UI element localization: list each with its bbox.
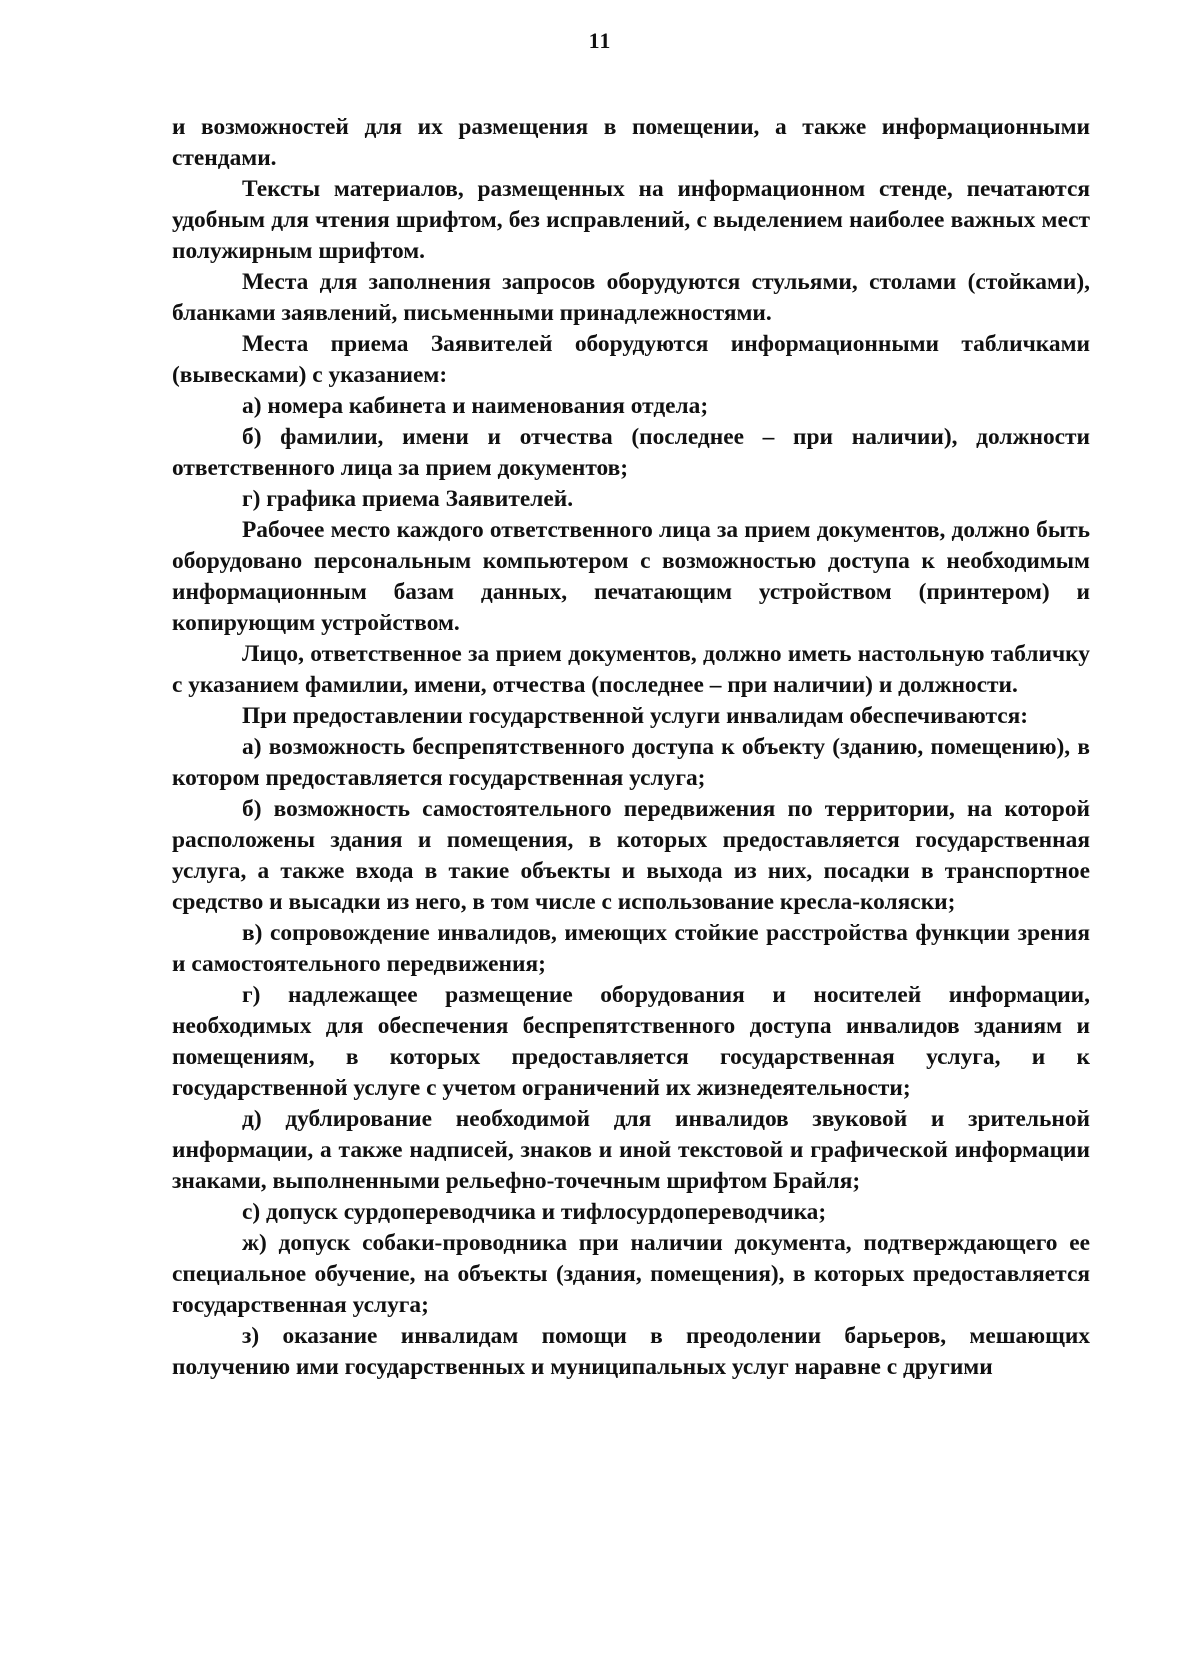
provision-item-d: д) дублирование необходимой для инвалидов звуковой и зрительной информации, а также надписей, знаков и иной текстовой и графической информации знаками, выполненными рельефно-точечным шрифтом Брайля; xyxy=(172,1106,1090,1194)
page-number: 11 xyxy=(588,28,612,53)
paragraph-stand-texts: Тексты материалов, размещенных на информационном стенде, печатаются удобным для чтения шрифтом, без исправлений, с выделением наиболее важных мест полужирным шрифтом. xyxy=(172,176,1090,264)
provision-item-a: а) возможность беспрепятственного доступа к объекту (зданию, помещению), в котором предоставляется государственная услуга; xyxy=(172,734,1090,791)
paragraph-disabled-provision: При предоставлении государственной услуги инвалидам обеспечиваются: xyxy=(242,703,1029,729)
paragraph-workplace: Рабочее место каждого ответственного лица за прием документов, должно быть оборудовано персональным компьютером с возможностью доступа к необходимым информационным базам данных, печатающим устройством (принтером) и копирующим устройством. xyxy=(172,517,1090,636)
document-body xyxy=(172,112,1090,1383)
provision-item-z: з) оказание инвалидам помощи в преодолении барьеров, мешающих получению ими государственных и муниципальных услуг наравне с другими xyxy=(172,1323,1090,1380)
provision-item-g: г) надлежащее размещение оборудования и носителей информации, необходимых для обеспечения беспрепятственного доступа инвалидов зданиям и помещениям, в которых предоставляется государственная услуга, и к государственной услуге с учетом ограничений их жизнедеятельности; xyxy=(172,982,1090,1101)
list-item-b: б) фамилии, имени и отчества (последнее – при наличии), должности ответственного лица за прием документов; xyxy=(172,424,1090,481)
provision-item-s: с) допуск сурдопереводчика и тифлосурдопереводчика; xyxy=(242,1199,827,1225)
paragraph-responsible-person: Лицо, ответственное за прием документов, должно иметь настольную табличку с указанием фамилии, имени, отчества (последнее – при наличии) и должности. xyxy=(172,641,1090,698)
paragraph-reception-places: Места приема Заявителей оборудуются информационными табличками (вывесками) с указанием: xyxy=(172,331,1090,388)
list-item-g: г) графика приема Заявителей. xyxy=(242,486,574,512)
provision-item-v: в) сопровождение инвалидов, имеющих стойкие расстройства функции зрения и самостоятельного передвижения; xyxy=(172,920,1090,977)
paragraph-request-places: Места для заполнения запросов оборудуются стульями, столами (стойками), бланками заявлений, письменными принадлежностями. xyxy=(172,269,1090,326)
list-item-a: а) номера кабинета и наименования отдела; xyxy=(242,393,709,419)
provision-item-zh: ж) допуск собаки-проводника при наличии документа, подтверждающего ее специальное обучение, на объекты (здания, помещения), в которых предоставляется государственная услуга; xyxy=(172,1230,1090,1318)
provision-item-b: б) возможность самостоятельного передвижения по территории, на которой расположены здания и помещения, в которых предоставляется государственная услуга, а также входа в такие объекты и выхода из них, посадки в транспортное средство и высадки из него, в том числе с использование кресла-коляски; xyxy=(172,796,1090,915)
paragraph-continuation: и возможностей для их размещения в помещении, а также информационными стендами. xyxy=(172,114,1090,171)
